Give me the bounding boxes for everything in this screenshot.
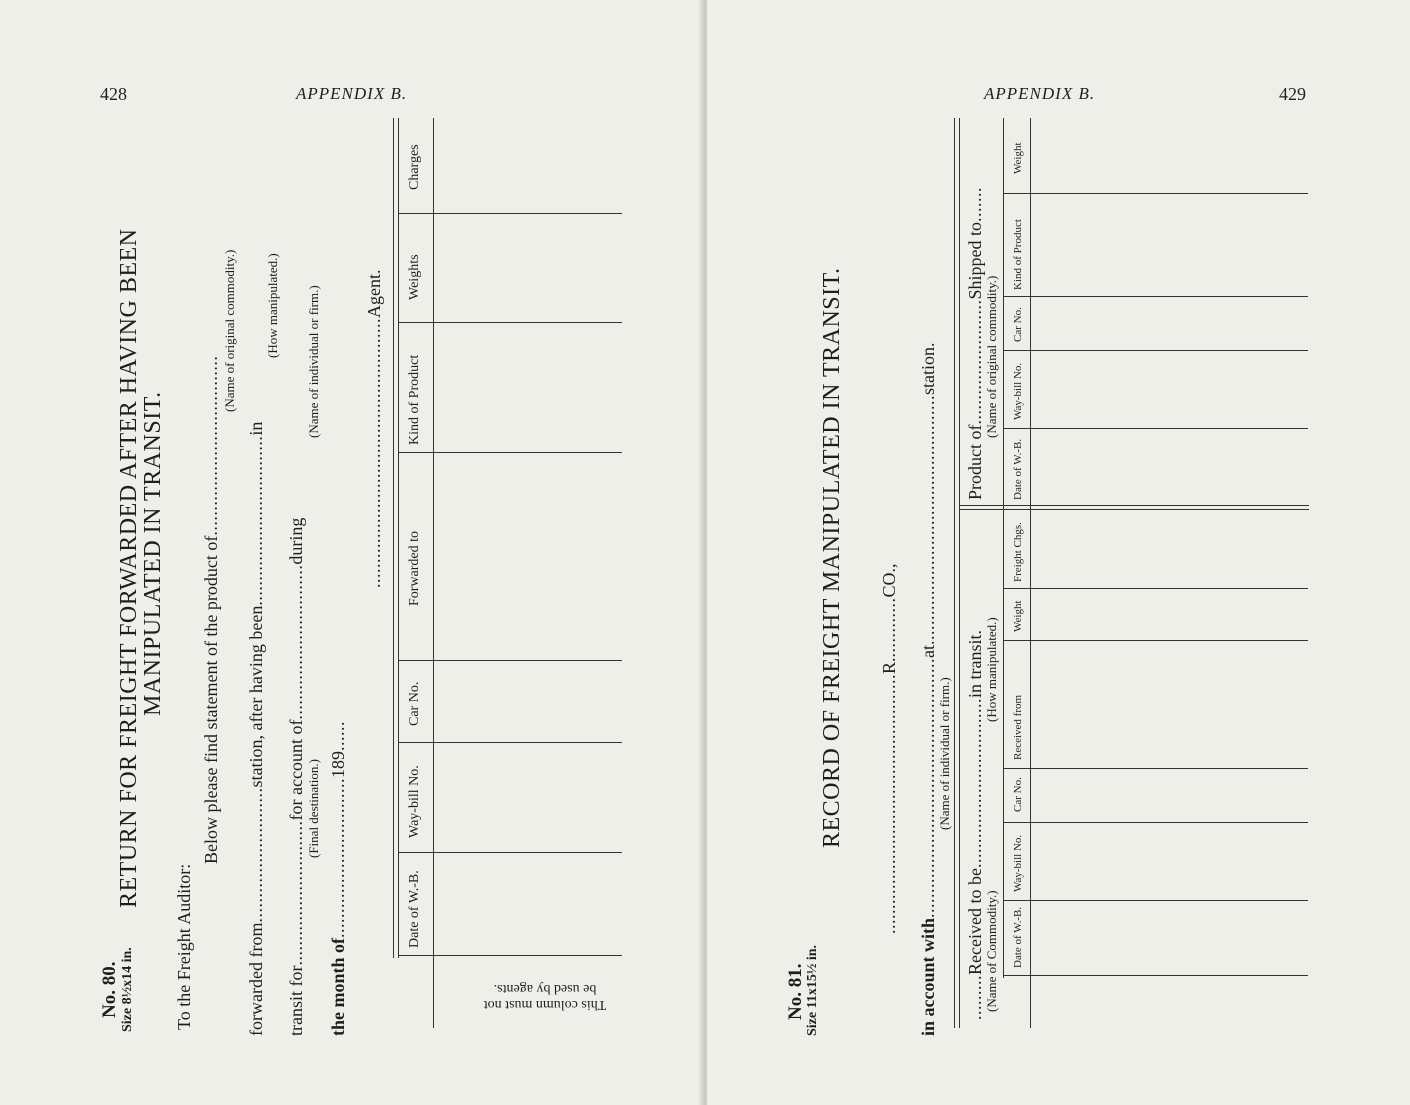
column-header: Charges: [407, 144, 422, 190]
form-size: Size 8½x14 in.: [120, 947, 135, 1032]
page-number: 429: [1279, 84, 1306, 104]
column-header: Forwarded to: [407, 530, 422, 606]
table-rule-body: [1030, 118, 1031, 1028]
account-line: in account with....................................................at..................................................station.: [918, 342, 938, 1036]
body-line-3: transit for.............................for account of...............................during: [286, 517, 306, 1036]
column-header: Kind of Product: [1012, 219, 1024, 290]
column-header: Car No.: [407, 681, 422, 726]
form-title: RECORD OF FREIGHT MANIPULATED IN TRANSIT.: [819, 267, 845, 848]
col-divider: [1003, 296, 1308, 297]
form-number: No. 80.: [99, 961, 120, 1018]
column-header: Date of W.-B.: [1012, 906, 1024, 968]
table-rule-header: [433, 118, 434, 1028]
form-title-line1: RETURN FOR FREIGHT FORWARDED AFTER HAVING BEEN: [116, 228, 142, 908]
col-divider: [398, 322, 622, 323]
group-divider: [959, 505, 1309, 506]
col-divider: [1003, 640, 1308, 641]
left-page: [0, 0, 703, 1105]
column-header: Car No.: [1012, 777, 1024, 812]
column-header: Way-bill No.: [407, 765, 422, 838]
caption-account-individual: (Name of individual or firm.): [937, 677, 952, 830]
upside-down-note: This column must not be used by agents.: [483, 981, 607, 1012]
col-divider: [1003, 428, 1308, 429]
table-rule-outer: [393, 118, 394, 958]
col-divider: [1003, 350, 1308, 351]
running-head: APPENDIX B.: [296, 84, 408, 103]
form-rule-outer2: [959, 118, 960, 1028]
form-rule-outer: [954, 118, 955, 1028]
caption-individual-or-firm: (Name of individual or firm.): [306, 285, 321, 438]
col-divider: [1003, 193, 1308, 194]
salutation: To the Freight Auditor:: [174, 863, 194, 1030]
caption-original-commodity: (Name of original commodity.): [984, 275, 999, 438]
column-header: Way-bill No.: [1012, 834, 1024, 892]
column-header: Way-bill No.: [1012, 362, 1024, 420]
col-divider: [1003, 900, 1308, 901]
column-header: Date of W.-B.: [1012, 438, 1024, 500]
caption-how-manipulated: (How manipulated.): [265, 253, 280, 358]
col-divider: [398, 213, 622, 214]
col-divider: [398, 660, 622, 661]
agent-line: ......................................................Agent.: [364, 269, 384, 588]
form-title-line2: MANIPULATED IN TRANSIT.: [140, 391, 166, 716]
column-header: Freight Chgs.: [1012, 522, 1024, 582]
right-page: [707, 0, 1410, 1105]
body-line-1: Below please find statement of the product of....................................: [201, 355, 221, 864]
railroad-line: ....................................................R.............CO.,: [879, 563, 899, 934]
body-line-4: the month of................................189......: [328, 721, 348, 1036]
form-number: No. 81.: [785, 963, 806, 1020]
column-header: Weight: [1012, 142, 1024, 174]
col-divider: [1003, 822, 1308, 823]
shipped-group-line: Product of.........................Shipped to.......: [965, 186, 985, 500]
col-divider: [1003, 975, 1308, 976]
received-group-line: .........Received to be..................................in transit.: [965, 630, 985, 1020]
column-header: Kind of Product: [407, 354, 422, 445]
caption-name-of-commodity: (Name of Commodity.): [984, 890, 999, 1012]
col-divider: [398, 955, 622, 956]
column-header: Date of W.-B.: [407, 870, 422, 948]
column-header: Car No.: [1012, 307, 1024, 342]
body-line-2: forwarded from...........................station, after having been..................................in: [246, 421, 266, 1036]
col-divider: [1003, 768, 1308, 769]
column-header: Received from: [1012, 694, 1024, 760]
caption-original-commodity: (Name of original commodity.): [222, 249, 237, 412]
caption-how-manipulated: (How manipulated.): [984, 617, 999, 722]
col-divider: [398, 742, 622, 743]
table-rule-outer2: [398, 118, 399, 958]
page-number: 428: [100, 84, 127, 104]
column-header: Weights: [407, 254, 422, 300]
col-divider: [398, 452, 622, 453]
col-divider: [1003, 588, 1308, 589]
group-divider: [959, 509, 1309, 510]
table-rule-header: [1003, 118, 1004, 978]
col-divider: [398, 852, 622, 853]
caption-final-destination: (Final destination.): [306, 759, 321, 858]
form-size: Size 11x15½ in.: [805, 944, 820, 1036]
column-header: Weight: [1012, 600, 1024, 632]
running-head: APPENDIX B.: [984, 84, 1096, 103]
